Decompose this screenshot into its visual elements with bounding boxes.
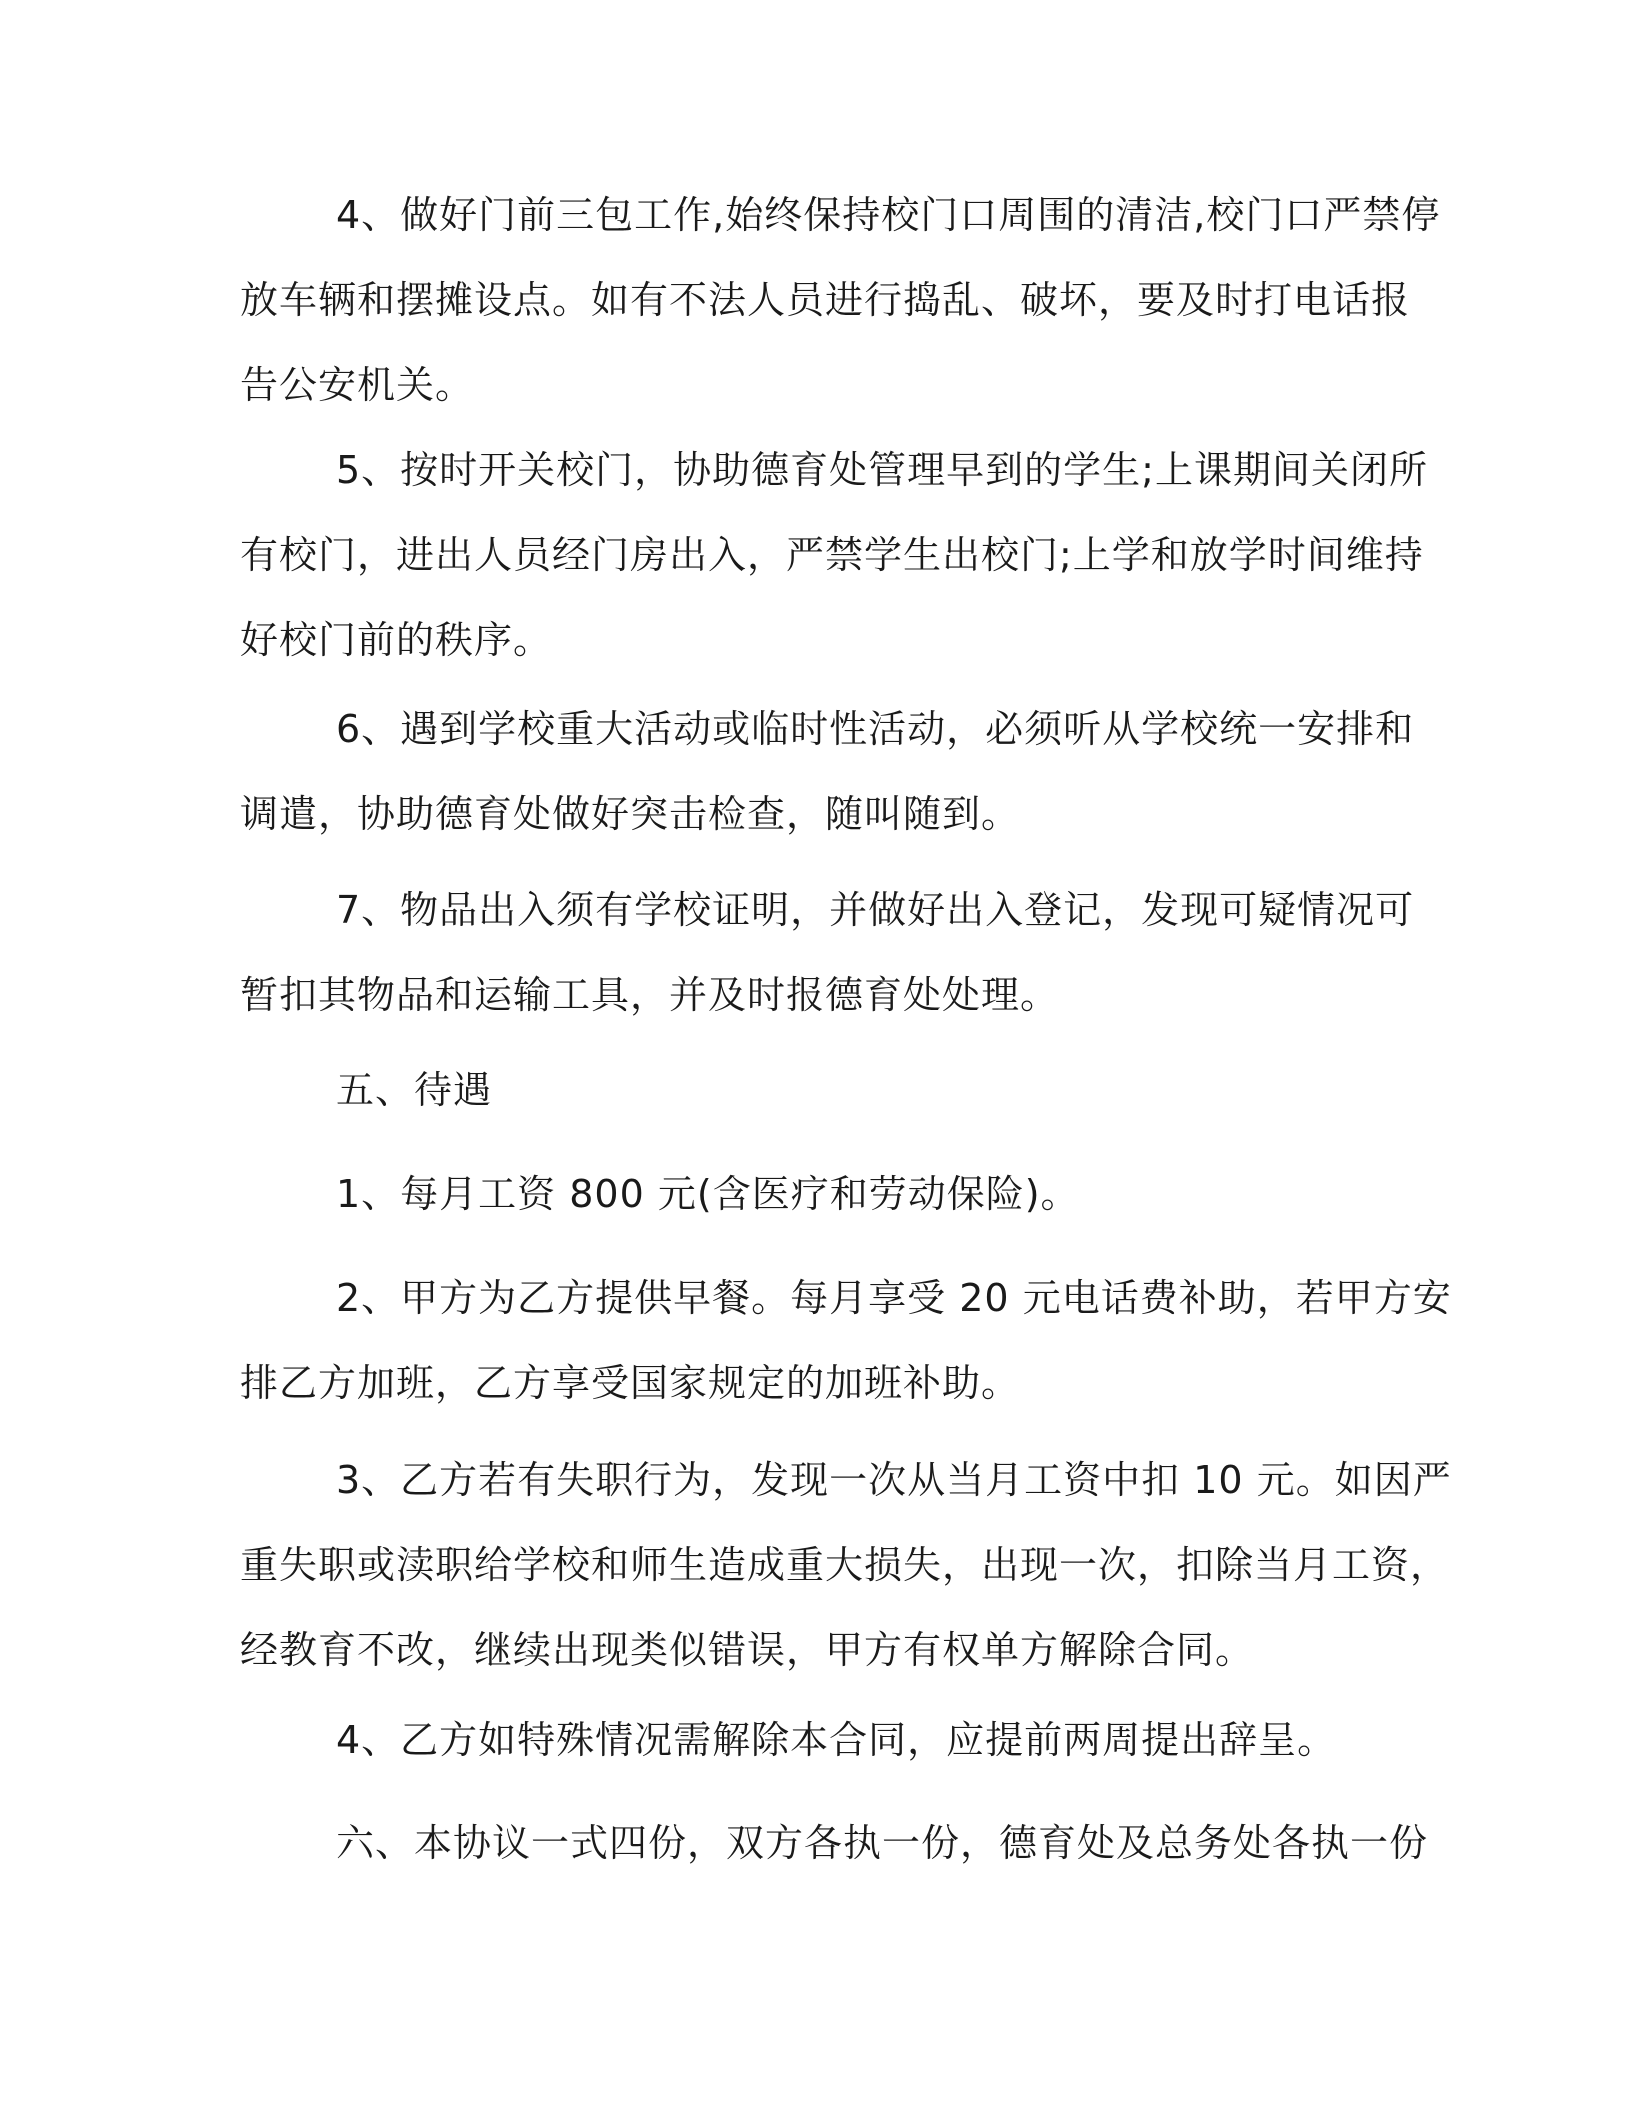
heading-text: 五、待遇 [336,1068,493,1112]
text-line: 调遣，协助德育处做好突击检查，随叫随到。 [240,792,1021,836]
text-line: 4、乙方如特殊情况需解除本合同，应提前两周提出辞呈。 [336,1718,1337,1762]
paragraph-gate-cleaning [240,173,1441,428]
paragraph-dereliction [240,1438,1452,1693]
paragraph-gate-hours [240,428,1428,683]
text-line: 5、按时开关校门，协助德育处管理早到的学生;上课期间关闭所 [336,448,1428,492]
text-line: 好校门前的秩序。 [240,618,553,662]
text-line: 放车辆和摆摊设点。如有不法人员进行捣乱、破坏，要及时打电话报 [240,278,1411,322]
text-line: 1、每月工资 800 元(含医疗和劳动保险)。 [336,1172,1080,1216]
text-line: 3、乙方若有失职行为，发现一次从当月工资中扣 10 元。如因严 [336,1458,1452,1502]
text-line: 六、本协议一式四份，双方各执一份，德育处及总务处各执一份 [336,1821,1429,1865]
text-line: 排乙方加班，乙方享受国家规定的加班补助。 [240,1361,1021,1405]
text-line: 6、遇到学校重大活动或临时性活动，必须听从学校统一安排和 [336,707,1415,751]
text-line: 2、甲方为乙方提供早餐。每月享受 20 元电话费补助，若甲方安 [336,1276,1452,1320]
text-line: 暂扣其物品和运输工具，并及时报德育处处理。 [240,973,1060,1017]
text-line: 7、物品出入须有学校证明，并做好出入登记，发现可疑情况可 [336,888,1415,932]
paragraph-major-activities [240,687,1415,857]
text-line: 重失职或渎职给学校和师生造成重大损失，出现一次，扣除当月工资， [240,1543,1450,1587]
paragraph-resignation [240,1698,1380,1783]
paragraph-breakfast [240,1256,1452,1426]
text-line: 有校门，进出人员经门房出入，严禁学生出校门;上学和放学时间维持 [240,533,1424,577]
text-line: 经教育不改，继续出现类似错误，甲方有权单方解除合同。 [240,1628,1255,1672]
paragraph-goods-registration [240,868,1415,1038]
paragraph-salary [240,1152,1380,1237]
paragraph-copies [240,1801,1429,1886]
text-line: 告公安机关。 [240,363,475,407]
section-heading-treatment [240,1048,1380,1133]
text-line: 4、做好门前三包工作,始终保持校门口周围的清洁,校门口严禁停 [336,193,1441,237]
